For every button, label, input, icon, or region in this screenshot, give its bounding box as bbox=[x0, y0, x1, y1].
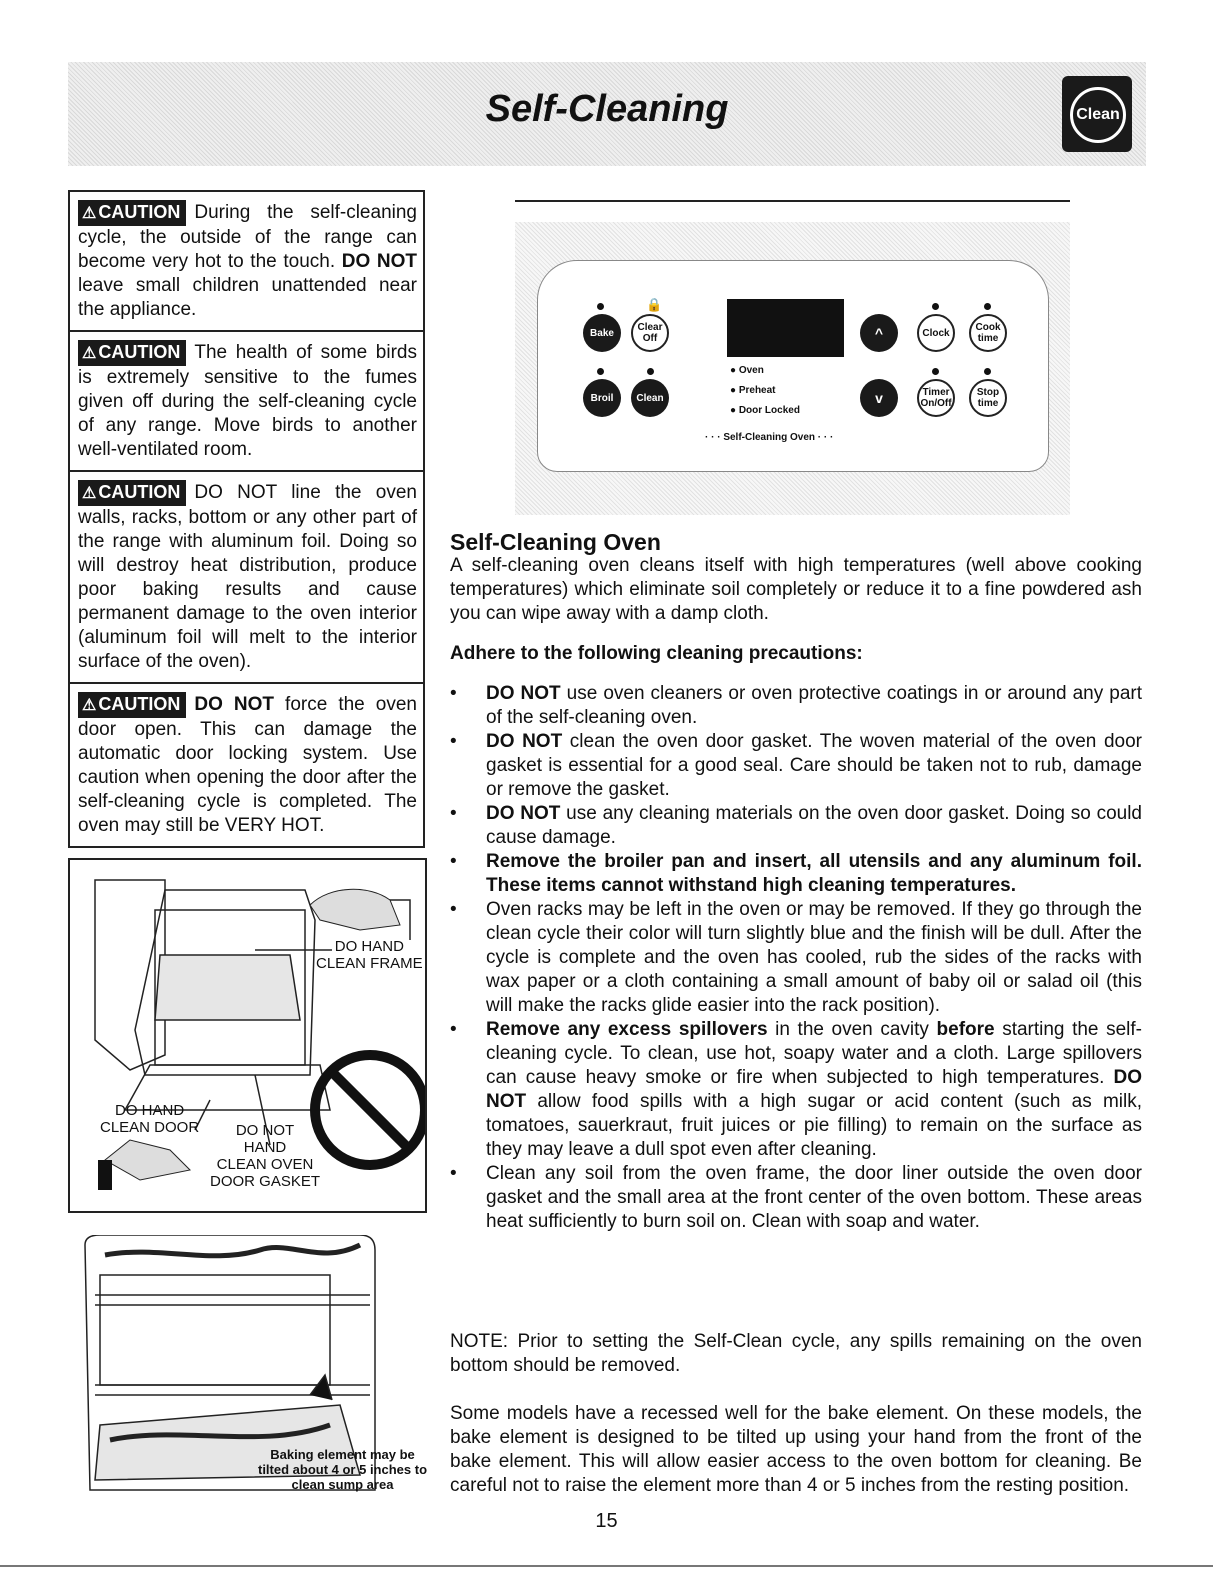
note-paragraph: NOTE: Prior to setting the Self-Clean cycle, any spills remaining on the oven bottom should be removed. bbox=[450, 1331, 1142, 1376]
page-title: Self-Cleaning bbox=[485, 88, 729, 130]
bullet-bold: Remove the broiler pan and insert, all utensils and any aluminum foil. These items cannot withstand high cleaning temperatures. bbox=[486, 851, 1142, 896]
list-item bbox=[450, 850, 1142, 898]
bullet-bold: Remove any excess spillovers bbox=[486, 1019, 768, 1040]
list-item bbox=[450, 898, 1142, 1018]
caution-bold: DO NOT bbox=[341, 251, 417, 272]
indicator-dot bbox=[647, 368, 654, 375]
caution-text: leave small children unattended near the appliance. bbox=[78, 275, 417, 320]
indicator-dot bbox=[984, 368, 991, 375]
indicator-dot bbox=[932, 303, 939, 310]
bullet-text: use oven cleaners or oven protective coatings in or around any part of the self-cleaning oven. bbox=[486, 683, 1143, 728]
caution-badge bbox=[78, 692, 186, 718]
bake-button[interactable]: Bake bbox=[583, 314, 621, 352]
caution-box bbox=[70, 472, 423, 684]
caution-text: DO NOT line the oven walls, racks, bottom or any other part of the range with aluminum foil. Doing so will destroy heat distribution, produce poor baking results and cause permanent damage to the oven interior (aluminum foil will melt to the interior surface of the oven). bbox=[78, 482, 417, 672]
bullet: • bbox=[450, 1019, 457, 1040]
bullet-bold: before bbox=[936, 1019, 995, 1040]
indicator-dot bbox=[597, 368, 604, 375]
clean-icon-label: Clean bbox=[1070, 87, 1126, 143]
bullet-text: use any cleaning materials on the oven door gasket. Doing so could cause damage. bbox=[486, 803, 1142, 848]
caution-badge bbox=[78, 200, 186, 226]
frame-label: DO HAND CLEAN FRAME bbox=[316, 938, 423, 972]
section-heading: Self-Cleaning Oven bbox=[450, 529, 661, 555]
oven-door-figure bbox=[68, 858, 427, 1213]
bullet-text: allow food spills with a high sugar or acid content (such as milk, tomatoes, sauerkraut, fruit juices or pie filling) to remain on the surface as they may leave a dull spot even after cleaning. bbox=[486, 1091, 1142, 1160]
caution-badge-label: CAUTION bbox=[98, 482, 181, 502]
bullet-text: clean the oven door gasket. The woven material of the oven door gasket is essential for a good seal. Care should be taken not to rub, damage or remove the gasket. bbox=[486, 731, 1142, 800]
caution-column bbox=[68, 190, 425, 848]
list-item bbox=[450, 802, 1142, 850]
figure-caption: Baking element may be tilted about 4 or 5 inches to clean sump area bbox=[257, 1447, 428, 1492]
bullet-text: Clean any soil from the oven frame, the door liner outside the oven door gasket and the small area at the front center of the oven bottom. These areas heat sufficiently to burn soil on. Clean with soap and water. bbox=[486, 1163, 1142, 1232]
page-number: 15 bbox=[595, 1510, 618, 1532]
stop-time-button[interactable]: Stop time bbox=[969, 379, 1007, 417]
bottom-rule bbox=[0, 1565, 1213, 1567]
caution-badge-label: CAUTION bbox=[98, 202, 181, 222]
preheat-indicator: ● Preheat bbox=[730, 385, 776, 396]
door-label: DO HAND CLEAN DOOR bbox=[100, 1102, 200, 1136]
timer-button[interactable]: Timer On/Off bbox=[917, 379, 955, 417]
up-arrow-button[interactable]: ^ bbox=[860, 314, 898, 352]
caution-box bbox=[70, 684, 423, 846]
page-banner bbox=[68, 62, 1146, 166]
caution-text: The health of some birds is extremely sensitive to the fumes given off during the self-cleaning cycle of any range. Move birds to another well-ventilated room. bbox=[78, 342, 417, 460]
caution-box bbox=[70, 332, 423, 472]
bullet-bold: DO NOT bbox=[486, 683, 561, 704]
bullet-bold: DO NOT bbox=[486, 803, 561, 824]
bullet-bold: DO NOT bbox=[486, 1067, 1142, 1112]
self-cleaning-status: · · · Self-Cleaning Oven · · · bbox=[705, 432, 834, 443]
list-item bbox=[450, 730, 1142, 802]
bullet-text: Oven racks may be left in the oven or may be removed. If they go through the clean cycle their color will turn slightly blue and the finish will be dull. After the cycle is complete and the oven has cooled, rub the sides of the racks with wax paper or a cloth containing a small amount of baby oil or salad oil (this will make the racks glide easier into the rack position). bbox=[486, 899, 1142, 1016]
bullet: • bbox=[450, 1163, 457, 1184]
indicator-dot bbox=[597, 303, 604, 310]
caution-box bbox=[70, 192, 423, 332]
door-locked-indicator: ● Door Locked bbox=[730, 405, 800, 416]
list-item bbox=[450, 1162, 1142, 1234]
broil-button[interactable]: Broil bbox=[583, 379, 621, 417]
recessed-paragraph: Some models have a recessed well for the bake element. On these models, the bake element is designed to be tilted up using your hand from the front of the bake element. This will allow easier access to the oven bottom for cleaning. Be careful not to raise the element more than 4 or 5 inches from the resting position. bbox=[450, 1403, 1142, 1496]
prohibition-icon bbox=[315, 1055, 425, 1165]
caution-badge-label: CAUTION bbox=[98, 342, 181, 362]
oven-indicator: ● Oven bbox=[730, 365, 764, 376]
caution-text: force the oven door open. This can damage the automatic door locking system. Use caution when opening the door after the self-cleaning cycle is completed. The oven may still be VERY HOT. bbox=[78, 694, 417, 836]
control-panel bbox=[515, 200, 1070, 515]
indicator-dot bbox=[932, 368, 939, 375]
bullet: • bbox=[450, 731, 457, 752]
section-intro: A self-cleaning oven cleans itself with high temperatures (well above cooking temperatures) which eliminate soil completely or reduce it to a fine powdered ash you can wipe away with a damp cloth. bbox=[450, 555, 1142, 624]
cook-time-button[interactable]: Cook time bbox=[969, 314, 1007, 352]
bullet: • bbox=[450, 803, 457, 824]
indicator-dot bbox=[984, 303, 991, 310]
bullet-bold: DO NOT bbox=[486, 731, 563, 752]
list-item bbox=[450, 1018, 1142, 1162]
bullet-text: starting the self-cleaning cycle. To clean, use hot, soapy water and a cloth. Large spillovers can cause heavy smoke or fire when subjected to high temperatures. bbox=[486, 1019, 1142, 1088]
clock-button[interactable]: Clock bbox=[917, 314, 955, 352]
list-item bbox=[450, 682, 1142, 730]
bullet-text: in the oven cavity bbox=[767, 1019, 937, 1040]
clean-icon bbox=[1062, 76, 1132, 152]
caution-badge bbox=[78, 480, 186, 506]
warning-icon: ⚠ bbox=[82, 345, 97, 362]
precautions-list bbox=[450, 682, 1142, 1234]
caution-badge bbox=[78, 340, 186, 366]
bullet: • bbox=[450, 851, 457, 872]
bullet: • bbox=[450, 899, 457, 920]
caution-badge-label: CAUTION bbox=[98, 694, 181, 714]
gasket-label: DO NOT HAND CLEAN OVEN DOOR GASKET bbox=[210, 1122, 321, 1190]
warning-icon: ⚠ bbox=[82, 205, 97, 222]
down-arrow-button[interactable]: v bbox=[860, 379, 898, 417]
precautions-heading: Adhere to the following cleaning precautions: bbox=[450, 643, 863, 664]
warning-icon: ⚠ bbox=[82, 485, 97, 502]
lock-icon: 🔒 bbox=[646, 297, 663, 312]
clean-button[interactable]: Clean bbox=[631, 379, 669, 417]
section-body bbox=[450, 530, 1142, 1234]
panel-top-rule bbox=[515, 200, 1070, 202]
bullet: • bbox=[450, 683, 457, 704]
warning-icon: ⚠ bbox=[82, 697, 97, 714]
caution-text: During the self-cleaning cycle, the outside of the range can become very hot to the touch. bbox=[78, 202, 417, 272]
clear-off-button[interactable]: Clear Off bbox=[631, 314, 669, 352]
caution-bold: DO NOT bbox=[194, 694, 274, 715]
display-screen bbox=[727, 299, 844, 357]
